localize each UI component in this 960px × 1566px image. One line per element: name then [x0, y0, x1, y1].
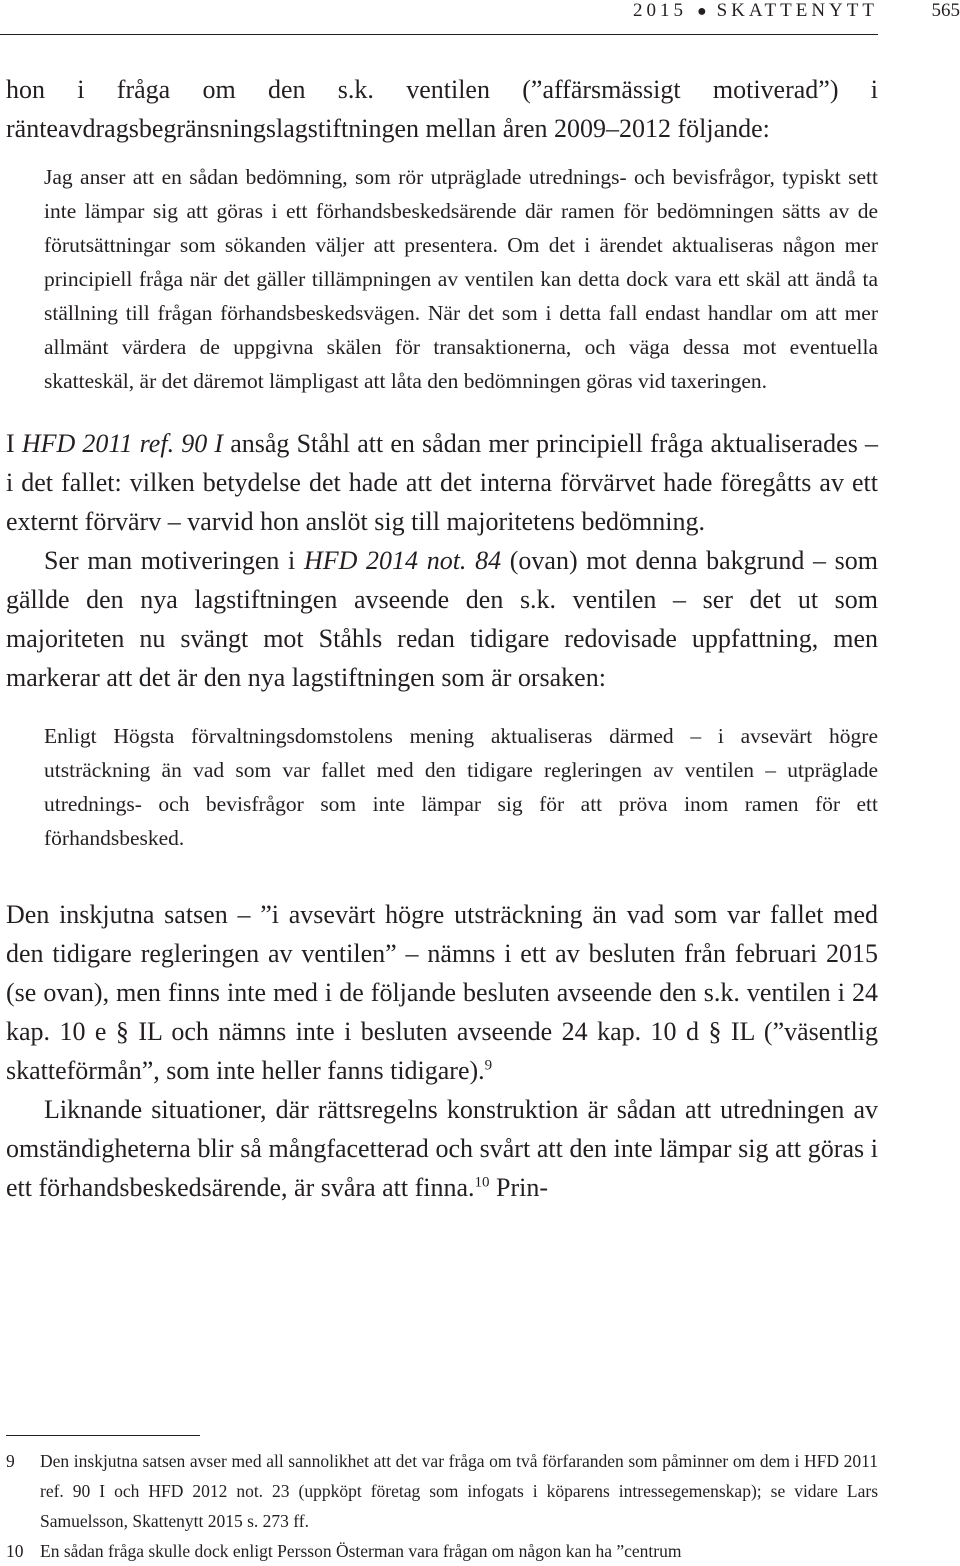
- paragraph-1: hon i fråga om den s.k. ventilen (”affärsmässigt motiverad”) i ränteavdragsbegränsningslagstiftningen mellan åren 2009–2012 följande:: [6, 70, 878, 148]
- case-reference: HFD 2014 not. 84: [304, 546, 501, 575]
- header-rule: [0, 34, 878, 35]
- paragraph-2: [6, 424, 878, 541]
- paragraph-2-pre: I: [6, 429, 22, 458]
- paragraph-5: [6, 1090, 878, 1207]
- footnote-rule: [6, 1435, 200, 1436]
- block-quote-1: Jag anser att en sådan bedömning, som rör utpräglade utrednings- och bevisfrågor, typiskt sett inte lämpar sig att göras i ett förhandsbeskedsärende där ramen för bedömningen sätts av de förutsättningar som sökanden väljer att presentera. Om det i ärendet aktualiseras någon mer principiell fråga när det gäller tillämpningen av ventilen kan detta dock vara ett skäl att ändå ta ställning till frågan förhandsbeskedsvägen. När det som i detta fall endast handlar om att mer allmänt värdera de uppgivna skälen för transaktionerna, och väga dessa mot eventuella skatteskäl, är det däremot lämpligast att låta den bedömningen göras vid taxeringen.: [44, 160, 878, 398]
- footnote-text: En sådan fråga skulle dock enligt Persson Österman vara frågan om någon kan ha ”centrum: [40, 1536, 878, 1566]
- footnote: [6, 1446, 878, 1536]
- block-quote-2: Enligt Högsta förvaltningsdomstolens mening aktualiseras därmed – i avsevärt högre utsträckning än vad som var fallet med den tidigare regleringen av ventilen – utpräglade utrednings- och bevisfrågor som inte lämpar sig för att pröva inom ramen för ett förhandsbesked.: [44, 719, 878, 855]
- running-header: [0, 0, 960, 36]
- case-reference: HFD 2011 ref. 90 I: [22, 429, 223, 458]
- page-number: 565: [932, 0, 960, 22]
- footnote-marker[interactable]: 10: [475, 1174, 490, 1190]
- paragraph-3: [6, 541, 878, 697]
- paragraph-5-tail: Prin-: [490, 1173, 549, 1202]
- header-year: 2015: [633, 0, 687, 21]
- paragraph-3-pre: Ser man motiveringen i: [44, 546, 304, 575]
- paragraph-2-post: ansåg Ståhl att en sådan mer principiell fråga aktualiserades – i det fallet: vilken betydelse det hade att det interna förvärvet hade föregåtts av ett externt förvärv – varvid hon anslöt sig till majoritetens bedömning.: [6, 429, 878, 536]
- footnotes: [6, 1446, 878, 1566]
- footnote-marker[interactable]: 9: [485, 1057, 493, 1073]
- header-journal: SKATTENYTT: [717, 0, 878, 21]
- bullet-separator: ●: [687, 3, 717, 20]
- running-title: [633, 0, 878, 23]
- paragraph-5-text: Liknande situationer, där rättsregelns konstruktion är sådan att utredningen av omständigheterna blir så mångfacetterad och svårt att den inte lämpar sig att göras i ett förhandsbeskedsärende, är svåra att finna.: [6, 1095, 878, 1202]
- footnote-text: Den inskjutna satsen avser med all sannolikhet att det var fråga om två förfaranden som påminner om dem i HFD 2011 ref. 90 I och HFD 2012 not. 23 (uppköpt företag som infogats i köparens intressegemenskap); se vidare Lars Samuelsson, Skattenytt 2015 s. 273 ff.: [40, 1446, 878, 1536]
- paragraph-3-post: (ovan) mot denna bakgrund – som gällde den nya lagstiftningen avseende den s.k. ventilen – ser det ut som majoriteten nu svängt mot Ståhls redan tidigare redovisade uppfattning, men markerar att det är den nya lagstiftningen som är orsaken:: [6, 546, 878, 692]
- footnote: [6, 1536, 878, 1566]
- footnote-number: 10: [6, 1536, 40, 1566]
- paragraph-4: [6, 895, 878, 1090]
- footnote-number: 9: [6, 1446, 40, 1536]
- paragraph-4-text: Den inskjutna satsen – ”i avsevärt högre utsträckning än vad som var fallet med den tidigare regleringen av ventilen” – nämns i ett av besluten från februari 2015 (se ovan), men finns inte med i de följande besluten avseende den s.k. ventilen i 24 kap. 10 e § IL och nämns inte i besluten avseende 24 kap. 10 d § IL (”väsentlig skatteförmån”, som inte heller fanns tidigare).: [6, 900, 878, 1085]
- main-text: [6, 70, 878, 1207]
